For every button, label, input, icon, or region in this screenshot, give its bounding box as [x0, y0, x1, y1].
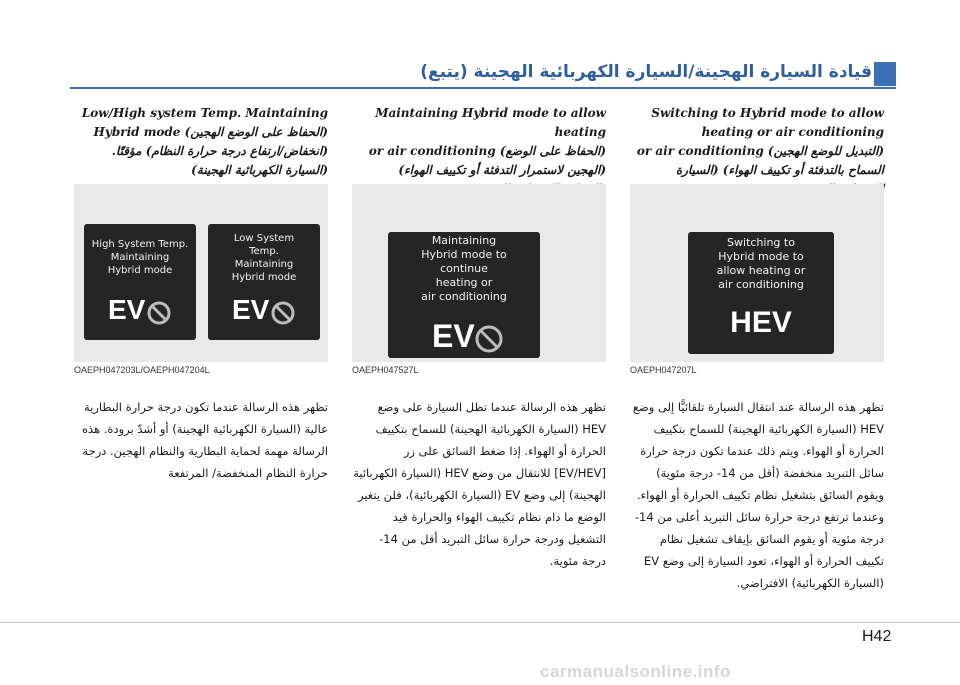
display-message [208, 232, 320, 284]
column-heading [352, 104, 606, 184]
cluster-image-maintaining [352, 184, 606, 362]
display-message [84, 238, 196, 277]
ev-mode-label: EV [108, 294, 146, 325]
footer-divider [0, 622, 960, 623]
figure-code: OAEPH047207L [630, 365, 697, 375]
body-text-switching: تظهر هذه الرسالة عند انتقال السيارة تلقائيًّا إلى وضع HEV (السيارة الكهربائية الهجينة) للسماح بتكييف الحرارة أو الهواء. ويتم ذلك عندما تكون درجة حرارة سائل التبريد منخفضة (أقل من 14- درجة مئوية) ويقوم السائق بتشغيل نظام تكييف الحرارة أو الهواء. وعندما ترتفع درجة حرارة سائل التبريد أعلى من 14- درجة مئوية أو يقوم السائق بإيقاف تشغيل نظام تكييف الحرارة أو الهواء، تعود السيارة إلى وضع EV (السيارة الكهربائية) الافتراضي. [632, 400, 884, 590]
ev-mode-label: EV [232, 294, 270, 325]
column-switching [630, 104, 884, 184]
ev-disabled-icon [474, 324, 504, 354]
body-text-maintaining: تظهر هذه الرسالة عندما تظل السيارة على وضع HEV (السيارة الكهربائية الهجينة) للسماح بتكييف الحرارة أو الهواء. إذا ضغط السائق على زر [EV/HEV] للانتقال من وضع HEV (السيارة الكهربائية الهجينة) إلى وضع EV (السيارة الكهربائية)، فلن يتغير الوضع ما دام نظام تكييف الهواء والحرارة قيد التشغيل ودرجة حرارة سائل التبريد أقل من 14- درجة مئوية. [353, 400, 606, 568]
message-line: Hybrid mode to [421, 248, 507, 261]
message-line: Switching to [727, 236, 795, 249]
message-line: High System Temp. [91, 239, 189, 250]
display-message [388, 234, 540, 304]
header-divider [70, 87, 896, 89]
cluster-display-low-temp [208, 224, 320, 340]
column-maintaining [352, 104, 606, 184]
message-line: heating or [435, 276, 493, 289]
watermark: carmanualsonline.info [540, 662, 731, 681]
heading-english: Maintaining Hybrid mode to allow heating [375, 106, 606, 139]
cluster-display [388, 232, 540, 358]
section-marker [874, 62, 896, 86]
message-line: air conditioning [718, 278, 804, 291]
column-heading [630, 104, 884, 184]
message-line: allow heating or [716, 264, 806, 277]
hev-mode-label: HEV [730, 306, 792, 339]
cluster-display-high-temp [84, 224, 196, 340]
cluster-image-switching [630, 184, 884, 362]
cluster-image-system-temp [74, 184, 328, 362]
column-system-temp [74, 104, 328, 184]
ev-disabled-icon [146, 300, 172, 326]
message-line: Temp. [249, 246, 279, 257]
ev-disabled-icon [270, 300, 296, 326]
ev-mode-label: EV [432, 318, 475, 354]
heading-english: Switching to Hybrid mode to allow heating or air conditioning [651, 106, 884, 139]
message-line: air conditioning [421, 290, 507, 303]
message-line: Hybrid mode to [718, 250, 804, 263]
message-line: continue [440, 262, 488, 275]
message-line: Maintaining [234, 259, 294, 270]
message-line: Maintaining [110, 252, 170, 263]
heading-arabic: (التبديل للوضع الهجين) or air conditioning السماح بالتدفئة أو تكييف الهواء) (السيارة [636, 144, 884, 177]
section-title: قيادة السيارة الهجينة/السيارة الكهربائية الهجينة (يتبع) [420, 62, 872, 82]
body-text-system-temp: تظهر هذه الرسالة عندما تكون درجة حرارة البطارية عالية (السيارة الكهربائية الهجينة) أو أشدّ برودة. هذه الرسالة مهمة لحماية البطارية والنظام الهجين. درجة حرارة النظام المنخفضة/ المرتفعة [82, 400, 328, 480]
message-line: Hybrid mode [107, 265, 173, 276]
heading-english: Low/High system Temp. Maintaining [81, 106, 328, 120]
message-line: Hybrid mode [231, 272, 297, 283]
message-line: Maintaining [431, 234, 497, 247]
heading-arabic: (الحفاظ على الوضع الهجين) Hybrid mode (انخفاض/ارتفاع درجة حرارة النظام) مؤقتًا. (السيارة الكهربائية الهجينة) [93, 125, 328, 177]
display-message [688, 236, 834, 292]
cluster-display [688, 232, 834, 354]
heading-arabic: (الحفاظ على الوضع) or air conditioning (الهجين لاستمرار التدفئة أو تكييف الهواء) [368, 144, 606, 177]
figure-code: OAEPH047203L/OAEPH047204L [74, 365, 210, 375]
figure-code: OAEPH047527L [352, 365, 419, 375]
column-heading [74, 104, 328, 184]
page-number: H42 [862, 628, 892, 645]
message-line: Low System [233, 233, 295, 244]
